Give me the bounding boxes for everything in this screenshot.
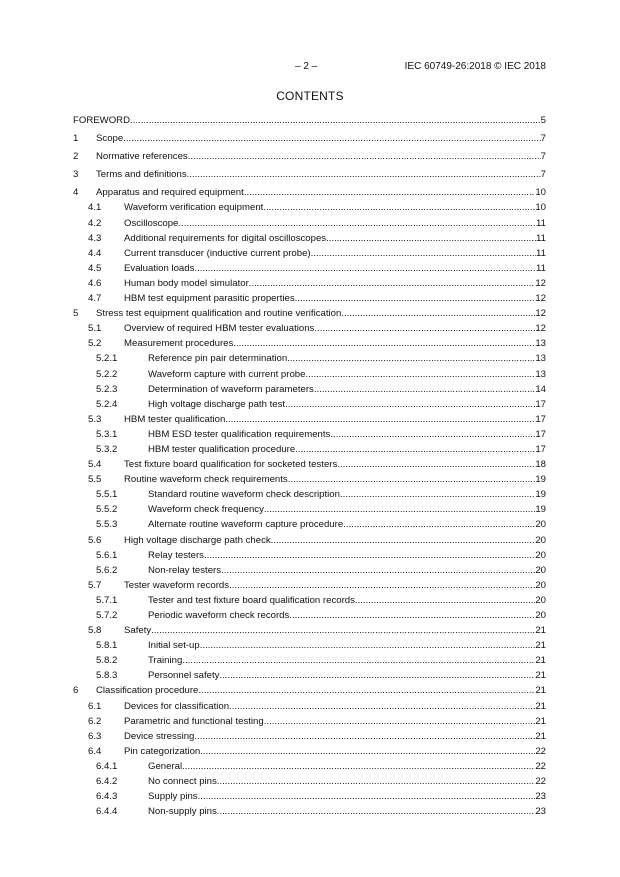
toc-entry-line — [148, 593, 546, 608]
toc-dot-leader — [182, 759, 535, 774]
toc-entry-line — [148, 487, 546, 502]
toc-entry[interactable] — [73, 382, 546, 397]
toc-entry-number: 5.2.1 — [96, 353, 118, 365]
toc-dot-leader — [204, 548, 535, 563]
toc-dot-leader — [287, 351, 535, 366]
toc-entry-number: 4.1 — [88, 202, 102, 214]
toc-entry-page: 21 — [535, 655, 546, 667]
toc-entry-number: 5.4 — [88, 459, 102, 471]
toc-entry[interactable] — [73, 683, 546, 698]
toc-entry[interactable] — [73, 533, 546, 548]
toc-dot-leader — [264, 502, 535, 517]
toc-dot-leader — [178, 216, 536, 231]
toc-entry-page: 17 — [535, 398, 546, 410]
toc-dot-leader — [285, 397, 535, 412]
toc-entry[interactable] — [73, 578, 546, 593]
toc-entry-line — [96, 131, 546, 146]
toc-entry-page: 11 — [536, 262, 546, 274]
toc-entry-page: 19 — [535, 489, 546, 501]
toc-entry-page: 7 — [540, 169, 546, 181]
toc-entry-page: 22 — [535, 776, 546, 788]
toc-entry-line — [148, 517, 546, 532]
toc-entry-line — [124, 457, 546, 472]
toc-entry-number: 5.2.4 — [96, 398, 118, 410]
toc-entry-line — [124, 744, 546, 759]
toc-entry-line — [148, 638, 546, 653]
toc-entry-label: Standard routine waveform check description — [148, 489, 340, 501]
toc-entry-page: 17 — [535, 443, 546, 455]
toc-dot-leader — [337, 457, 535, 472]
toc-entry-label: High voltage discharge path check — [124, 534, 271, 546]
toc-entry-line — [148, 668, 546, 683]
toc-entry-label: Periodic waveform check records — [148, 610, 290, 621]
toc-entry[interactable] — [73, 367, 546, 382]
toc-entry-line — [148, 563, 546, 578]
toc-entry-page: 21 — [535, 700, 546, 712]
toc-entry-line — [148, 759, 546, 774]
toc-entry[interactable] — [73, 412, 546, 427]
toc-entry-label: Scope — [96, 133, 124, 145]
toc-entry-number: 5.5 — [88, 474, 102, 486]
toc-entry-line — [148, 502, 546, 517]
toc-entry-line — [148, 789, 546, 804]
toc-entry-page: 13 — [535, 353, 546, 365]
table-of-contents — [73, 113, 546, 819]
toc-entry-line — [124, 578, 546, 593]
toc-dot-leader — [314, 321, 535, 336]
toc-dot-leader — [289, 608, 535, 623]
toc-entry[interactable] — [73, 246, 546, 261]
toc-entry-label: Overview of required HBM tester evaluations — [124, 323, 315, 335]
toc-entry-line — [124, 321, 546, 336]
toc-entry-number: 6.3 — [88, 730, 102, 742]
toc-entry-label: Routine waveform check requirements — [124, 474, 288, 486]
toc-entry[interactable] — [73, 397, 546, 412]
toc-dot-leader — [229, 578, 535, 593]
toc-entry-number: 4 — [73, 187, 79, 199]
toc-entry-label: Classification procedure — [96, 685, 199, 697]
toc-entry-label: Evaluation loads — [124, 262, 195, 274]
toc-dot-leader — [326, 231, 536, 246]
toc-entry[interactable] — [73, 131, 546, 146]
toc-entry-page: 20 — [535, 579, 546, 591]
toc-entry-number: 5.8 — [88, 625, 102, 637]
toc-entry-page: 17 — [535, 413, 546, 425]
toc-entry[interactable] — [73, 321, 546, 336]
toc-entry-page: 23 — [535, 791, 546, 803]
toc-entry-page: 20 — [535, 564, 546, 576]
toc-entry[interactable] — [73, 472, 546, 487]
toc-entry-line — [73, 113, 546, 128]
toc-dot-leader — [198, 683, 535, 698]
toc-entry-number: 5.2 — [88, 338, 102, 350]
toc-entry[interactable] — [73, 638, 546, 653]
toc-entry-label: HBM tester qualification procedure — [148, 443, 296, 455]
toc-entry-page: 11 — [536, 217, 546, 229]
toc-dot-leader — [311, 246, 536, 261]
toc-dot-leader — [314, 382, 536, 397]
toc-entry-line — [148, 397, 546, 412]
toc-entry-page: 21 — [535, 730, 546, 742]
toc-entry-number: 4.2 — [88, 217, 102, 229]
toc-dot-leader — [355, 593, 535, 608]
toc-entry-line — [148, 608, 546, 623]
contents-title: CONTENTS — [276, 89, 344, 103]
toc-entry-label: Alternate routine waveform capture procedure — [148, 519, 344, 531]
toc-entry-page: 21 — [535, 625, 546, 637]
toc-entry-label: Current transducer (inductive current probe) — [124, 247, 311, 259]
toc-dot-leader — [229, 699, 535, 714]
toc-entry-number: 5.7.1 — [96, 594, 118, 606]
toc-entry-line — [96, 185, 546, 200]
toc-entry-label: HBM test equipment parasitic properties — [124, 293, 295, 305]
toc-entry-label: Human body model simulator — [124, 277, 249, 289]
toc-entry-line — [124, 412, 546, 427]
toc-dot-leader — [305, 367, 535, 382]
toc-entry[interactable] — [73, 185, 546, 200]
toc-entry-label: HBM ESD tester qualification requirements — [148, 428, 331, 440]
toc-dot-leader — [225, 412, 535, 427]
toc-dot-leader — [341, 306, 535, 321]
toc-entry-number: 5.5.3 — [96, 519, 118, 531]
toc-entry-page: 19 — [535, 504, 546, 516]
toc-entry-number: 5.2.3 — [96, 383, 118, 395]
toc-entry-label: Initial set-up — [148, 640, 200, 652]
toc-entry-page: 19 — [535, 474, 546, 486]
toc-entry-label: Devices for classification — [124, 700, 230, 712]
toc-entry-number: 6.1 — [88, 700, 102, 712]
toc-entry[interactable] — [73, 548, 546, 563]
toc-entry-label: Device stressing — [124, 730, 195, 742]
toc-entry-line — [124, 472, 546, 487]
toc-entry[interactable] — [73, 149, 546, 164]
toc-entry[interactable] — [73, 759, 546, 774]
toc-entry-number: 5.1 — [88, 323, 102, 335]
toc-entry[interactable] — [73, 427, 546, 442]
toc-entry-label: HBM tester qualification — [124, 413, 226, 425]
toc-entry-number: 2 — [73, 151, 79, 163]
toc-entry-label: Pin categorization — [124, 745, 201, 757]
toc-dot-leader — [188, 149, 541, 164]
toc-entry-label: No connect pins — [148, 776, 217, 788]
toc-entry-line — [124, 200, 546, 215]
toc-entry-number: 5.2.2 — [96, 368, 118, 380]
toc-entry-line — [148, 382, 546, 397]
toc-entry-number: 5.6 — [88, 534, 102, 546]
toc-dot-leader — [264, 714, 536, 729]
toc-entry-number: 4.5 — [88, 262, 102, 274]
toc-entry-label: Test fixture board qualification for socketed testers — [124, 459, 338, 471]
toc-entry-label: Tester and test fixture board qualification records — [148, 594, 355, 606]
toc-entry-label: Waveform capture with current probe — [148, 368, 306, 380]
toc-entry-page: 10 — [535, 202, 546, 214]
toc-entry-number: 6 — [73, 685, 79, 697]
toc-entry[interactable] — [73, 276, 546, 291]
toc-dot-leader — [330, 427, 535, 442]
toc-entry-page: 13 — [535, 338, 546, 350]
toc-entry-line — [124, 291, 546, 306]
toc-entry-page: 11 — [536, 247, 546, 259]
toc-entry-label: Stress test equipment qualification and routine verification — [96, 308, 342, 320]
toc-entry-label: Non-supply pins — [148, 806, 217, 818]
toc-entry-number: 5.3.1 — [96, 428, 118, 440]
toc-entry-number: 6.4.3 — [96, 791, 118, 803]
toc-dot-leader — [249, 276, 536, 291]
toc-entry-label: Determination of waveform parameters — [148, 383, 314, 395]
toc-entry[interactable] — [73, 113, 546, 128]
toc-entry[interactable] — [73, 714, 546, 729]
toc-entry-page: 20 — [535, 610, 546, 621]
toc-entry-line — [148, 427, 546, 442]
toc-entry-number: 5.7.2 — [96, 610, 118, 621]
toc-dot-leader — [244, 185, 536, 200]
toc-entry-label: Additional requirements for digital oscilloscopes — [124, 232, 327, 244]
toc-entry-label: Reference pin pair determination — [148, 353, 288, 365]
toc-entry-page: 12 — [535, 308, 546, 320]
toc-entry[interactable] — [73, 306, 546, 321]
toc-entry[interactable] — [73, 593, 546, 608]
toc-entry-line — [148, 351, 546, 366]
toc-entry-line — [148, 548, 546, 563]
toc-entry-number: 5.8.1 — [96, 640, 118, 652]
toc-dot-leader — [271, 533, 536, 548]
toc-entry-label: General — [148, 760, 183, 772]
toc-entry-number: 5 — [73, 308, 79, 320]
toc-entry-page: 17 — [535, 428, 546, 440]
toc-entry-label: Measurement procedures — [124, 338, 234, 350]
toc-entry-line — [124, 714, 546, 729]
toc-entry-label: Waveform check frequency — [148, 504, 264, 516]
toc-entry-number: 5.5.1 — [96, 489, 118, 501]
toc-entry-page: 23 — [535, 806, 546, 818]
toc-entry-page: 20 — [535, 549, 546, 561]
toc-dot-leader — [217, 804, 536, 819]
toc-dot-leader — [123, 131, 540, 146]
toc-entry[interactable] — [73, 336, 546, 351]
toc-entry-label: Training — [148, 655, 183, 667]
toc-dot-leader — [221, 563, 535, 578]
toc-entry-line — [148, 653, 546, 668]
toc-dot-leader — [182, 653, 535, 668]
toc-entry-line — [96, 683, 546, 698]
document-reference: IEC 60749-26:2018 © IEC 2018 — [404, 61, 546, 72]
toc-entry[interactable] — [73, 668, 546, 683]
toc-dot-leader — [288, 472, 536, 487]
toc-entry[interactable] — [73, 653, 546, 668]
toc-entry[interactable] — [73, 804, 546, 819]
toc-entry-number: 3 — [73, 169, 79, 181]
toc-entry-page: 13 — [535, 368, 546, 380]
toc-entry-page: 21 — [535, 685, 546, 697]
toc-dot-leader — [295, 291, 536, 306]
toc-entry[interactable] — [73, 744, 546, 759]
toc-entry-number: 5.6.1 — [96, 549, 118, 561]
toc-entry-page: 7 — [540, 133, 546, 145]
toc-entry-page: 21 — [535, 670, 546, 682]
toc-entry[interactable] — [73, 167, 546, 182]
toc-entry-line — [124, 623, 546, 638]
toc-entry-line — [148, 774, 546, 789]
toc-entry-label: Supply pins — [148, 791, 198, 803]
toc-entry[interactable] — [73, 774, 546, 789]
toc-entry[interactable] — [73, 789, 546, 804]
toc-entry-page: 21 — [535, 640, 546, 652]
toc-entry-page: 22 — [535, 760, 546, 772]
toc-entry-page: 12 — [535, 293, 546, 305]
toc-entry[interactable] — [73, 216, 546, 231]
toc-entry-number: 5.8.3 — [96, 670, 118, 682]
toc-entry-line — [148, 367, 546, 382]
toc-entry-page: 12 — [535, 323, 546, 335]
toc-entry-line — [148, 804, 546, 819]
toc-entry-label: Tester waveform records — [124, 579, 230, 591]
toc-entry-page: 20 — [535, 519, 546, 531]
toc-entry-line — [96, 167, 546, 182]
page-number: – 2 – — [295, 61, 318, 72]
toc-entry-number: 5.3 — [88, 413, 102, 425]
toc-entry-number: 6.4.1 — [96, 760, 118, 772]
toc-entry-page: 10 — [535, 187, 546, 199]
toc-entry-label: High voltage discharge path test — [148, 398, 286, 410]
toc-entry-number: 1 — [73, 133, 79, 145]
toc-entry-page: 11 — [536, 232, 546, 244]
toc-entry-label: Non-relay testers — [148, 564, 222, 576]
toc-dot-leader — [340, 487, 535, 502]
toc-entry-page: 20 — [535, 594, 546, 606]
toc-entry-page: 20 — [535, 534, 546, 546]
toc-entry-label: Personnel safety — [148, 670, 220, 682]
toc-dot-leader — [200, 638, 536, 653]
toc-dot-leader — [200, 744, 535, 759]
toc-entry-number: 5.8.2 — [96, 655, 118, 667]
toc-entry-number: 5.7 — [88, 579, 102, 591]
toc-entry-page: 12 — [535, 277, 546, 289]
toc-dot-leader — [219, 668, 535, 683]
toc-entry-label: Apparatus and required equipment — [96, 187, 244, 199]
toc-entry-page: 18 — [535, 459, 546, 471]
toc-entry-line — [124, 276, 546, 291]
toc-entry[interactable] — [73, 563, 546, 578]
toc-entry-number: 5.5.2 — [96, 504, 118, 516]
toc-entry-page: 14 — [535, 383, 546, 395]
toc-entry[interactable] — [73, 608, 546, 623]
toc-entry-line — [124, 231, 546, 246]
toc-entry-label: Terms and definitions — [96, 169, 187, 181]
toc-entry-label: Relay testers — [148, 549, 204, 561]
toc-entry[interactable] — [73, 261, 546, 276]
toc-entry-number: 4.6 — [88, 277, 102, 289]
toc-entry[interactable] — [73, 442, 546, 457]
toc-entry[interactable] — [73, 291, 546, 306]
toc-entry-page: 22 — [535, 745, 546, 757]
toc-entry[interactable] — [73, 699, 546, 714]
toc-entry-line — [96, 306, 546, 321]
toc-entry-number: 5.3.2 — [96, 443, 118, 455]
toc-entry-number: 6.4 — [88, 745, 102, 757]
toc-entry-line — [124, 699, 546, 714]
toc-entry[interactable] — [73, 623, 546, 638]
toc-entry[interactable] — [73, 487, 546, 502]
toc-entry-label: Safety — [124, 625, 152, 637]
toc-entry-page: 5 — [540, 115, 546, 126]
toc-entry[interactable] — [73, 729, 546, 744]
toc-entry-line — [96, 149, 546, 164]
toc-dot-leader — [187, 167, 541, 182]
toc-entry[interactable] — [73, 351, 546, 366]
toc-entry-line — [148, 442, 546, 457]
toc-entry-number: 6.2 — [88, 715, 102, 727]
toc-entry[interactable] — [73, 517, 546, 532]
toc-dot-leader — [233, 336, 535, 351]
toc-entry-number: 4.4 — [88, 247, 102, 259]
toc-dot-leader — [295, 442, 535, 457]
toc-entry-page: 7 — [540, 151, 546, 163]
toc-dot-leader — [217, 774, 536, 789]
toc-dot-leader — [198, 789, 536, 804]
page-header — [0, 61, 620, 75]
toc-dot-leader — [151, 623, 535, 638]
toc-entry-line — [124, 336, 546, 351]
toc-entry-line — [124, 216, 546, 231]
toc-entry-line — [124, 533, 546, 548]
toc-dot-leader — [194, 729, 535, 744]
toc-entry-line — [124, 261, 546, 276]
toc-entry-number: 6.4.2 — [96, 776, 118, 788]
toc-entry-label: Parametric and functional testing — [124, 715, 264, 727]
toc-entry-label: Normative references — [96, 151, 188, 163]
toc-entry-label: FOREWORD — [73, 115, 131, 126]
toc-entry-number: 4.3 — [88, 232, 102, 244]
toc-entry[interactable] — [73, 457, 546, 472]
toc-entry-label: Waveform verification equipment — [124, 202, 264, 214]
toc-entry-number: 4.7 — [88, 293, 102, 305]
toc-entry-line — [124, 246, 546, 261]
toc-entry-number: 5.6.2 — [96, 564, 118, 576]
toc-dot-leader — [343, 517, 535, 532]
toc-entry[interactable] — [73, 231, 546, 246]
toc-entry-line — [124, 729, 546, 744]
toc-entry-label: Oscilloscope — [124, 217, 179, 229]
toc-dot-leader — [194, 261, 536, 276]
toc-entry[interactable] — [73, 502, 546, 517]
toc-entry[interactable] — [73, 200, 546, 215]
toc-dot-leader — [130, 113, 541, 128]
toc-entry-page: 21 — [535, 715, 546, 727]
toc-entry-number: 6.4.4 — [96, 806, 118, 818]
toc-dot-leader — [263, 200, 535, 215]
